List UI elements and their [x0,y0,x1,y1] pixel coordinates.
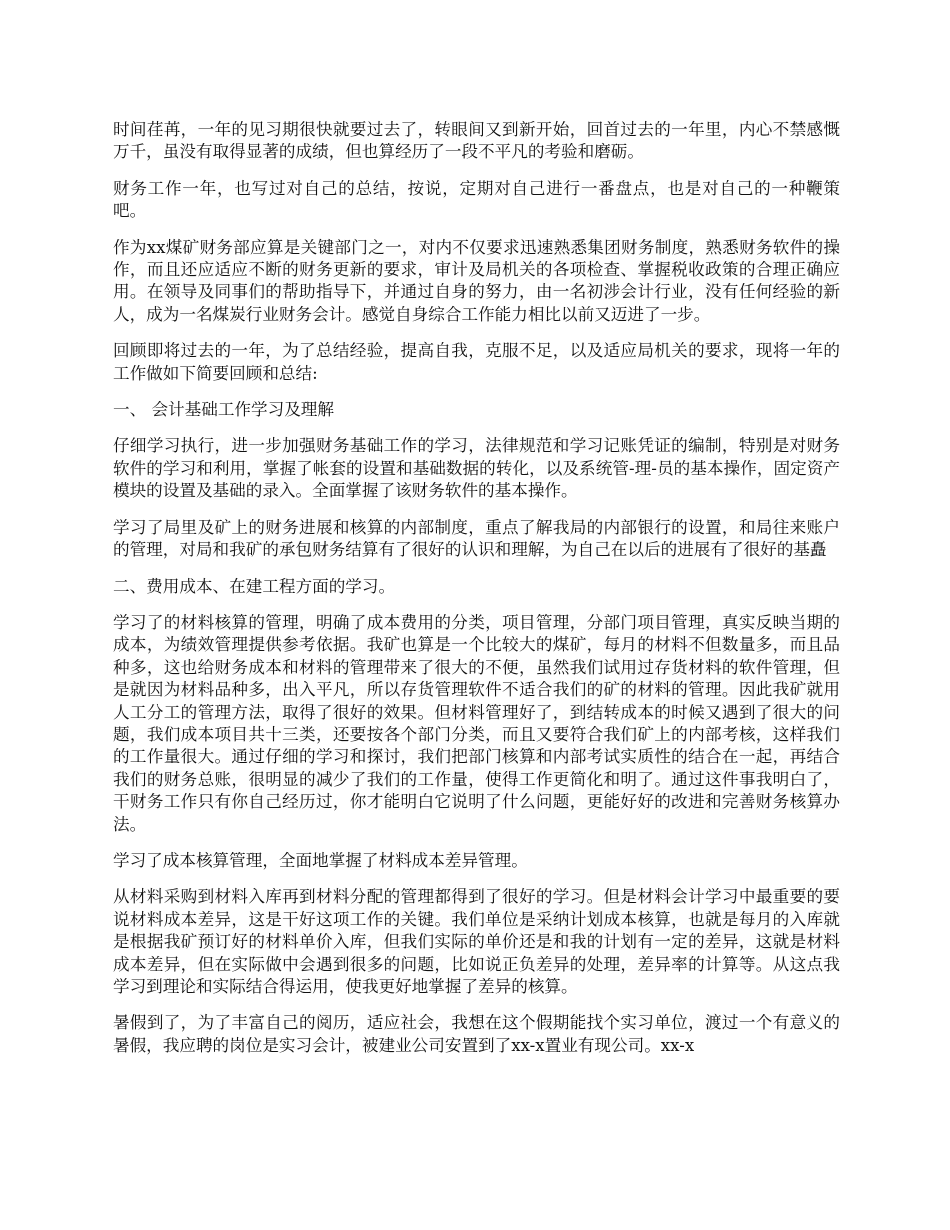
paragraph-intro: 时间荏苒，一年的见习期很快就要过去了，转眼间又到新开始，回首过去的一年里，内心不禁感慨万千，虽没有取得显著的成绩，但也算经历了一段不平凡的考验和磨砺。 [113,120,840,162]
paragraph-cost-management: 学习了成本核算管理，全面地掌握了材料成本差异管理。 [113,850,528,870]
paragraph-internal-system: 学习了局里及矿上的财务进展和核算的内部制度，重点了解我局的内部银行的设置，和局往来账户的管理，对局和我矿的承包财务结算有了很好的认识和理解，为自己在以后的进展有了很好的基矗 [113,517,840,560]
document-body [113,119,840,1071]
paragraph-summer-internship: 暑假到了，为了丰富自己的阅历，适应社会，我想在这个假期能找个实习单位，渡过一个有意义的暑假，我应聘的岗位是实习会计，被建业公司安置到了xx-x置业有现公司。xx-x [113,1013,840,1055]
paragraph-summary-purpose: 财务工作一年，也写过对自己的总结，按说，定期对自己进行一番盘点，也是对自己的一种鞭策吧。 [113,178,840,221]
section-heading-accounting-basics: 一、 会计基础工作学习及理解 [113,400,334,420]
paragraph-review-intro: 回顾即将过去的一年，为了总结经验，提高自我，克服不足，以及适应局机关的要求，现将一年的工作做如下简要回顾和总结: [113,341,840,383]
paragraph-software-study: 仔细学习执行，进一步加强财务基础工作的学习，法律规范和学习记账凭证的编制，特别是对财务软件的学习和利用，掌握了帐套的设置和基础数据的转化，以及系统管-理-员的基本操作，固定资产模块的设置及基础的录入。全面掌握了该财务软件的基本操作。 [113,436,840,501]
paragraph-role-description: 作为xx煤矿财务部应算是关键部门之一，对内不仅要求迅速熟悉集团财务制度，熟悉财务软件的操作，而且还应适应不断的财务更新的要求，审计及局机关的各项检查、掌握税收政策的合理正确应用。在领导及同事们的帮助指导下，并通过自身的努力，由一名初涉会计行业，没有任何经验的新人，成为一名煤炭行业财务会计。感觉自身综合工作能力相比以前又迈进了一步。 [113,237,840,324]
section-heading-cost: 二、费用成本、在建工程方面的学习。 [113,576,396,596]
paragraph-material-accounting: 学习了的材料核算的管理，明确了成本费用的分类，项目管理，分部门项目管理，真实反映当期的成本，为绩效管理提供参考依据。我矿也算是一个比较大的煤矿，每月的材料不但数量多，而且品种多，这也给财务成本和材料的管理带来了很大的不便，虽然我们试用过存货材料的软件管理，但是就因为材料品种多，出入平凡，所以存货管理软件不适合我们的矿的材料的管理。因此我矿就用人工分工的管理方法，取得了很好的效果。但材料管理好了，到结转成本的时候又遇到了很大的问题，我们成本项目共十三类，还要按各个部门分类，而且又要符合我们矿上的内部考核，这样我们的工作量很大。通过仔细的学习和探讨，我们把部门核算和内部考试实质性的结合在一起，再结合我们的财务总账，很明显的减少了我们的工作量，使得工作更简化和明了。通过这件事我明白了，干财务工作只有你自己经历过，你才能明白它说明了什么问题，更能好好的改进和完善财务核算办法。 [113,612,840,834]
paragraph-material-variance: 从材料采购到材料入库再到材料分配的管理都得到了很好的学习。但是材料会计学习中最重要的要说材料成本差异，这是干好这项工作的关键。我们单位是采纳计划成本核算，也就是每月的入库就是根据我矿预订好的材料单价入库，但我们实际的单价还是和我的计划有一定的差异，这就是材料成本差异，但在实际做中会遇到很多的问题，比如说正负差异的处理，差异率的计算等。从这点我学习到理论和实际结合得运用，使我更好地掌握了差异的核算。 [113,887,840,996]
